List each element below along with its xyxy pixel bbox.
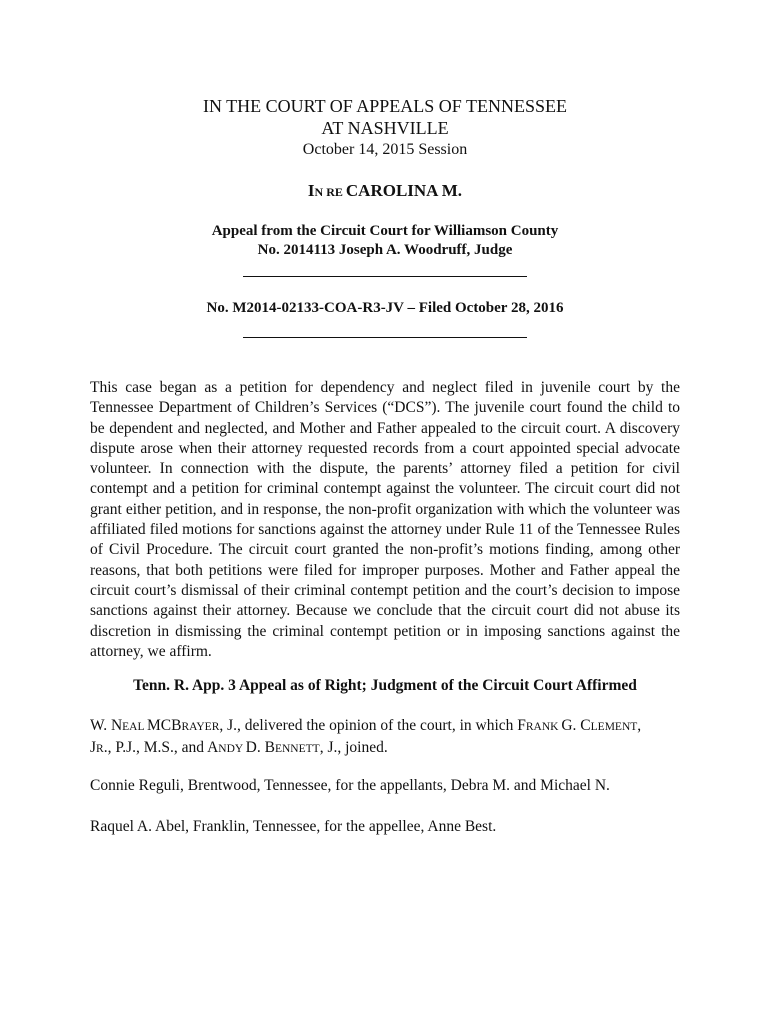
opinion-author-line: W. NEAL MCBRAYER, J., delivered the opinion of the court, in which FRANK G. CLEMENT, JR., P.J., M.S., and ANDY D. BENNETT, J., joined.: [90, 717, 642, 756]
counsel-appellee: Raquel A. Abel, Franklin, Tennessee, for the appellee, Anne Best.: [90, 818, 497, 835]
court-name: IN THE COURT OF APPEALS OF TENNESSEE: [203, 96, 567, 116]
in-re-initial: I: [307, 181, 315, 200]
session-date: October 14, 2015 Session: [302, 141, 468, 158]
divider-rule-bottom: [243, 337, 527, 338]
court-location: AT NASHVILLE: [321, 118, 449, 138]
case-abstract: This case began as a petition for dependency and neglect filed in juvenile court by the Tennessee Department of Children’s Services (“DCS”). The juvenile court found the child to be dependent and neglected, and Mother and Father appealed to the circuit court. A discovery dispute arose when their attorney requested records from a court appointed special advocate volunteer. In connection with the dispute, the parents’ attorney filed a petition for civil contempt and a petition for criminal contempt against the volunteer. The circuit court did not grant either petition, and in response, the non-profit organization with which the volunteer was affiliated filed motions for sanctions against the attorney under Rule 11 of the Tennessee Rules of Civil Procedure. The circuit court granted the non-profit’s motions finding, among other reasons, that both petitions were filed for improper purposes. Mother and Father appeal the circuit court’s dismissal of their criminal contempt petition and the court’s decision to impose sanctions against their attorney. Because we conclude that the circuit court did not abuse its discretion in dismissing the criminal contempt petition or in imposing sanctions against the attorney, we affirm.: [90, 379, 680, 660]
holding: Tenn. R. App. 3 Appeal as of Right; Judgment of the Circuit Court Affirmed: [133, 677, 637, 694]
appeal-from: Appeal from the Circuit Court for Williamson County: [211, 223, 559, 239]
counsel-appellants: Connie Reguli, Brentwood, Tennessee, for the appellants, Debra M. and Michael N.: [90, 777, 610, 794]
case-name: CAROLINA M.: [345, 181, 463, 200]
in-re-rest: N RE: [314, 185, 346, 199]
case-title: [0, 180, 770, 203]
divider-rule-top: [243, 276, 527, 277]
docket-number: No. M2014-02133-COA-R3-JV – Filed October 28, 2016: [206, 300, 564, 316]
lower-court-case: No. 2014113 Joseph A. Woodruff, Judge: [257, 242, 513, 258]
